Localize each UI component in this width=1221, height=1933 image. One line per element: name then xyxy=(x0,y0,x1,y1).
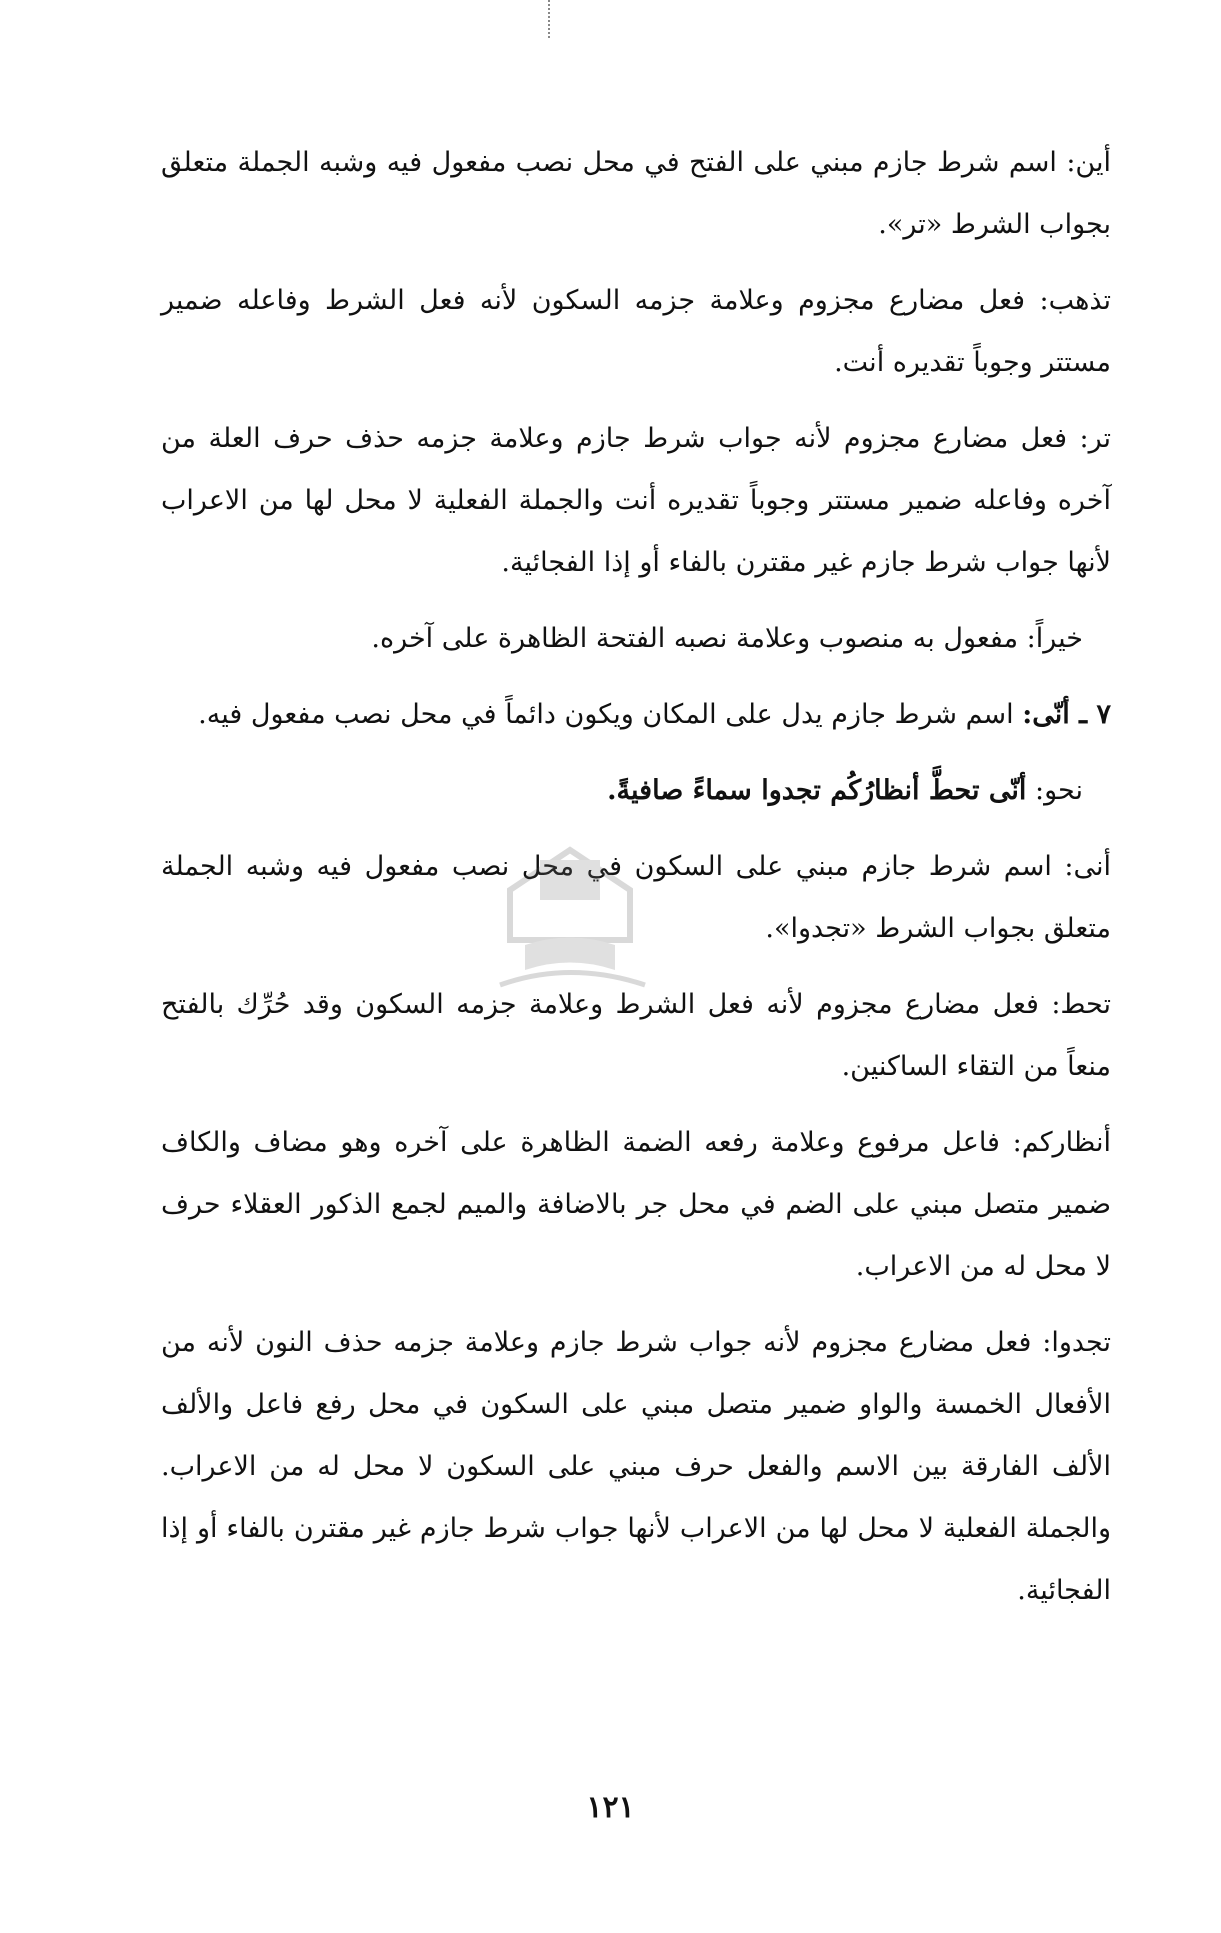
term: تر: xyxy=(1079,423,1111,454)
explanation: فعل مضارع مجزوم وعلامة جزمه السكون لأنه فعل الشرط وفاعله ضمير مستتر وجوباً تقديره أنت. xyxy=(161,285,1111,378)
explanation: اسم شرط جازم مبني على الفتح في محل نصب مفعول فيه وشبه الجملة متعلق بجواب الشرط «تر». xyxy=(161,147,1111,240)
paragraph-example xyxy=(161,760,1111,822)
paragraph-anzarukum xyxy=(161,1112,1111,1298)
paragraph-ayna xyxy=(161,132,1111,256)
paragraph-khayran xyxy=(161,608,1111,670)
term: تذهب: xyxy=(1039,285,1112,316)
paragraph-tara xyxy=(161,408,1111,594)
page-number: ١٢١ xyxy=(586,1790,635,1825)
term: تجدوا: xyxy=(1042,1327,1111,1358)
term: تحط: xyxy=(1051,989,1111,1020)
term: نحو: xyxy=(1035,775,1083,806)
library-seal-icon xyxy=(470,820,670,1020)
explanation: اسم شرط جازم مبني على السكون في محل نصب مفعول فيه وشبه الجملة متعلق بجواب الشرط «تجدوا». xyxy=(161,851,1111,944)
term: خيراً: xyxy=(1026,623,1083,654)
term: أنظاركم: xyxy=(1012,1127,1111,1158)
paragraph-tadhhab xyxy=(161,270,1111,394)
paragraph-tajidu xyxy=(161,1312,1111,1622)
example-sentence: أنّى تحطَّ أنظارُكُم تجدوا سماءً صافيةً. xyxy=(607,775,1027,806)
explanation: فعل مضارع مجزوم لأنه فعل الشرط وعلامة جزمه السكون وقد حُرِّك بالفتح منعاً من التقاء الساكنين. xyxy=(161,989,1111,1082)
explanation: مفعول به منصوب وعلامة نصبه الفتحة الظاهرة على آخره. xyxy=(371,623,1019,654)
explanation: اسم شرط جازم يدل على المكان ويكون دائماً في محل نصب مفعول فيه. xyxy=(198,699,1014,730)
explanation: فعل مضارع مجزوم لأنه جواب شرط جازم وعلامة جزمه حذف النون لأنه من الأفعال الخمسة والواو ضمير متصل مبني على السكون في محل رفع فاعل والألف الألف الفارقة بين الاسم والفعل حرف مبني على السكون لا محل له من الاعراب. والجملة الفعلية لا محل لها من الاعراب لأنها جواب شرط جازم غير مقترن بالفاء أو إذا الفجائية. xyxy=(161,1327,1111,1606)
paragraph-anna-heading xyxy=(161,684,1111,746)
term: أين: xyxy=(1066,147,1111,178)
fold-dotted-line xyxy=(548,0,550,38)
explanation: فعل مضارع مجزوم لأنه جواب شرط جازم وعلامة جزمه حذف حرف العلة من آخره وفاعله ضمير مستتر وجوباً تقديره أنت والجملة الفعلية لا محل لها من الاعراب لأنها جواب شرط جازم غير مقترن بالفاء أو إذا الفجائية. xyxy=(161,423,1111,578)
explanation: فاعل مرفوع وعلامة رفعه الضمة الظاهرة على آخره وهو مضاف والكاف ضمير متصل مبني على الضم في محل جر بالاضافة والميم لجمع الذكور العقلاء حرف لا محل له من الاعراب. xyxy=(161,1127,1111,1282)
term: أنى: xyxy=(1064,851,1111,882)
section-heading: ٧ ـ أنّى: xyxy=(1022,699,1111,730)
